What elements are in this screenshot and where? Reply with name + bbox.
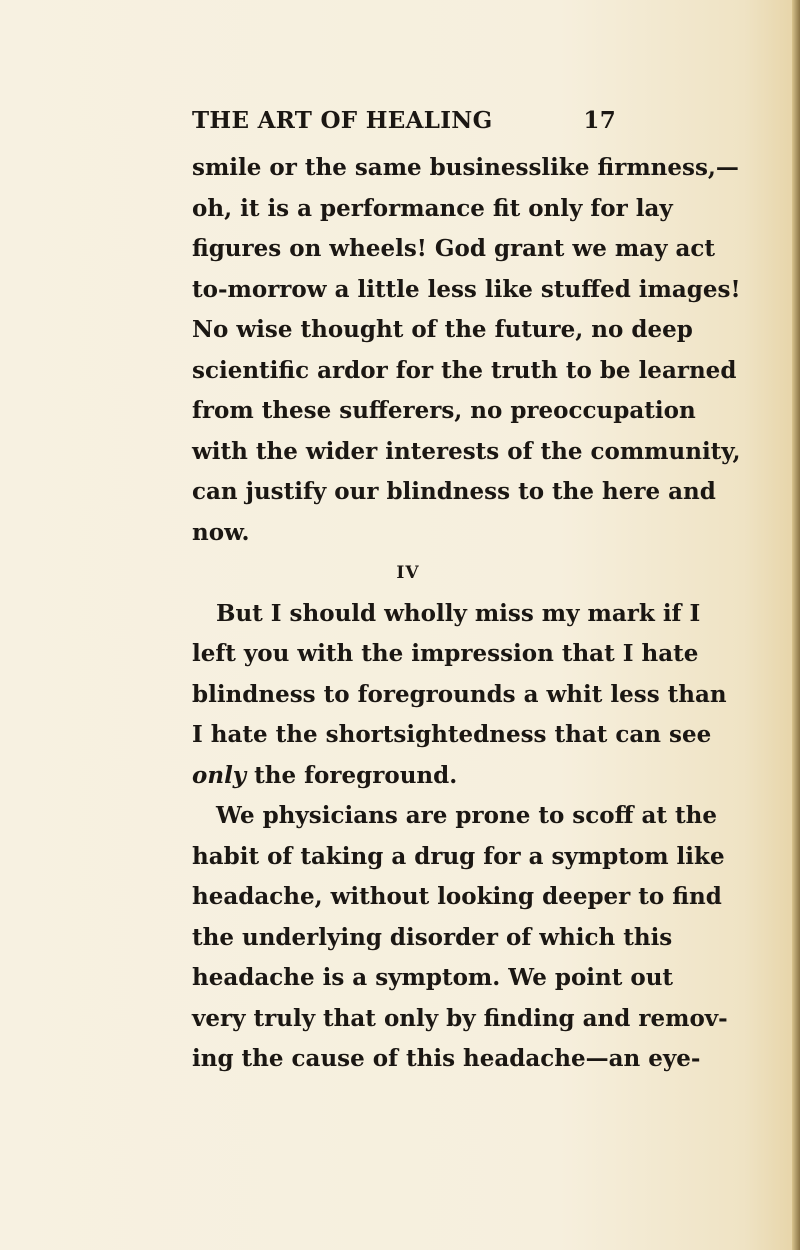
page-number: 17	[583, 107, 616, 134]
text-line: But I should wholly miss my mark if I	[216, 599, 701, 627]
text-line: ing the cause of this headache—an eye-	[192, 1045, 701, 1072]
paragraph-2	[192, 594, 727, 797]
text-line: figures on wheels! God grant we may act	[192, 235, 715, 262]
text-line: now.	[192, 518, 250, 546]
text-line: smile or the same businesslike firmness,—	[192, 154, 739, 181]
page-edge	[792, 0, 800, 1250]
text-line: from these sufferers, no preoccupation	[192, 397, 696, 424]
text-line: can justify our blindness to the here and	[192, 478, 716, 505]
body-text	[192, 148, 741, 1080]
text-line: left you with the impression that I hate	[192, 640, 699, 667]
emphasis: only	[192, 761, 247, 789]
text-line: headache, without looking deeper to find	[192, 883, 722, 910]
text-line: oh, it is a performance fit only for lay	[192, 194, 673, 222]
paragraph-3	[192, 796, 728, 1080]
text-line: No wise thought of the future, no deep	[192, 316, 693, 343]
text-line: very truly that only by finding and remov-	[192, 1004, 728, 1032]
text-line	[192, 756, 624, 797]
text-line: headache is a symptom. We point out	[192, 964, 674, 991]
text-line: the underlying disorder of which this	[192, 923, 673, 951]
paragraph-1	[192, 148, 741, 553]
text-line: habit of taking a drug for a symptom like	[192, 842, 725, 870]
text-line: to-morrow a little less like stuffed images!	[192, 275, 741, 303]
text-line: We physicians are prone to scoff at the	[216, 802, 718, 829]
running-title: THE ART OF HEALING	[192, 107, 493, 134]
section-number: IV	[396, 563, 420, 583]
text-run: the foreground.	[246, 761, 458, 789]
running-head	[192, 103, 624, 139]
text-line: scientific ardor for the truth to be learned	[192, 356, 737, 384]
text-line: with the wider interests of the community,	[192, 437, 741, 465]
text-line: I hate the shortsightedness that can see	[192, 721, 712, 748]
text-line: blindness to foregrounds a whit less than	[192, 680, 727, 708]
